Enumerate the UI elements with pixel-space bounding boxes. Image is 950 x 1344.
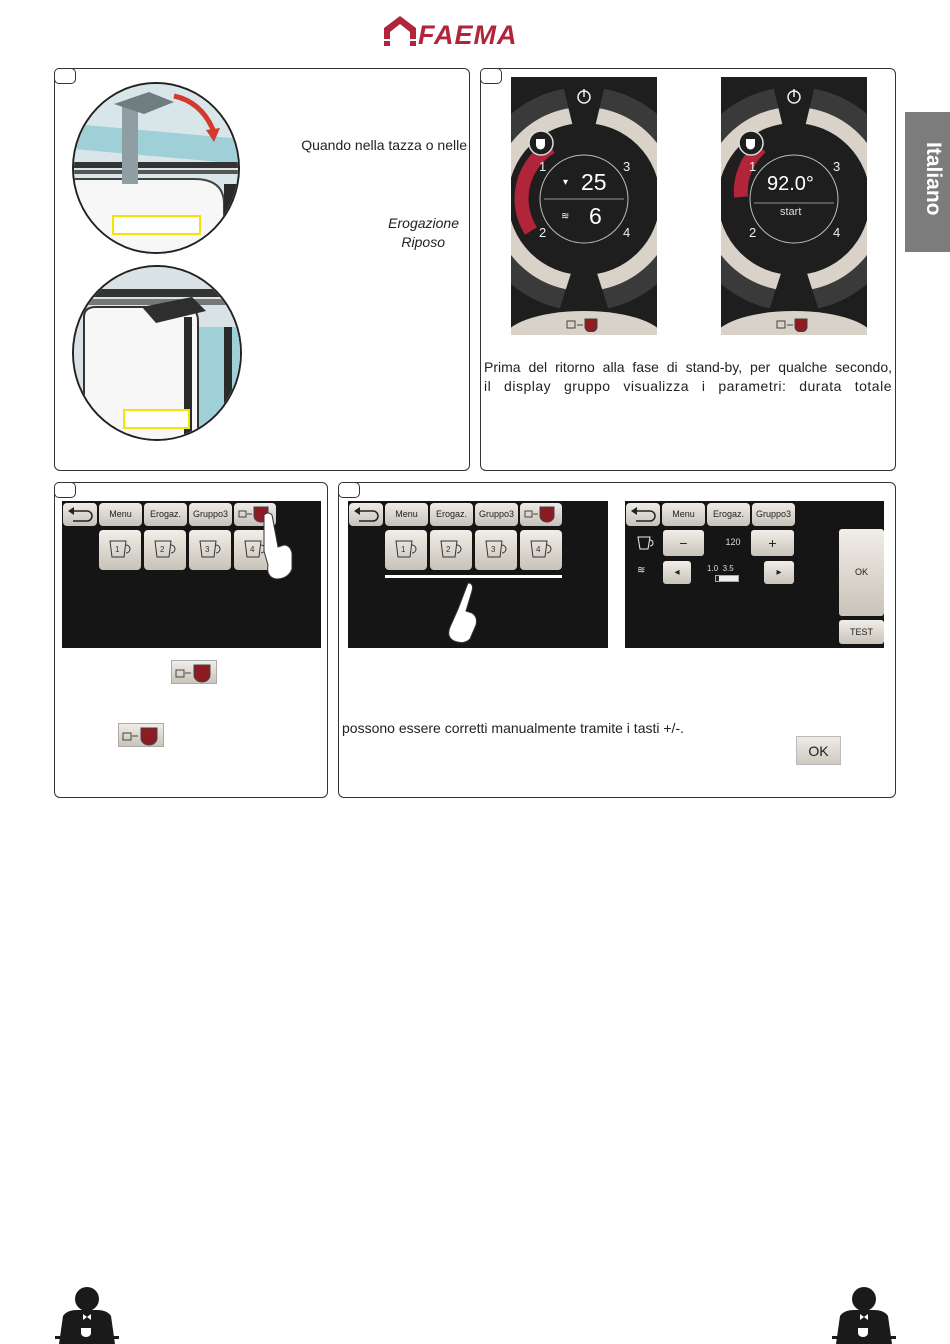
panel4-caption: possono essere corretti manualmente tramite i tasti +/-.: [342, 720, 684, 736]
logo-house-icon: [382, 14, 418, 48]
panel-step-3: [54, 482, 328, 798]
panel2-caption-line2: il display gruppo visualizza i parametri: durata totale: [484, 378, 892, 394]
range-bar: [715, 575, 739, 582]
step-number-box: [338, 482, 360, 498]
language-tab-label: Italiano: [922, 142, 945, 216]
brand-name: FAEMA: [418, 20, 518, 50]
pointing-hand-icon: [258, 511, 298, 581]
decrease-button[interactable]: −: [663, 530, 704, 556]
back-button[interactable]: [626, 503, 660, 526]
cup-number: 2: [160, 545, 165, 554]
group-display-dosing: [511, 77, 657, 335]
dose-value: 120: [725, 537, 741, 547]
cup-number: 4: [536, 545, 541, 554]
panel-step-4: [338, 482, 896, 798]
cup-icon: [637, 535, 655, 551]
portafilter-icon: ▾: [563, 177, 569, 188]
right-arrow-button[interactable]: ▸: [764, 561, 794, 584]
touch-screen-dose-adjust: [625, 501, 884, 648]
dose-switch-icon: [118, 723, 164, 747]
cup-number: 4: [250, 545, 255, 554]
dial-number-2: 2: [749, 225, 757, 240]
menu-tab[interactable]: Menu: [385, 503, 428, 526]
erogaz-tab[interactable]: Erogaz.: [144, 503, 187, 526]
left-arrow-button[interactable]: ◂: [663, 561, 691, 584]
panel1-text: Quando nella tazza o nelle: [301, 137, 467, 153]
touch-screen-group-selection: [62, 501, 321, 648]
swipe-line: [385, 575, 562, 578]
back-arrow-icon: [626, 503, 660, 526]
gruppo-tab[interactable]: Gruppo3: [189, 503, 232, 526]
gruppo-tab[interactable]: Gruppo3: [752, 503, 795, 526]
test-button[interactable]: TEST: [839, 620, 884, 644]
back-arrow-icon: [63, 503, 97, 526]
cup-button-3[interactable]: [189, 530, 231, 570]
range-label: 1.0 3.5: [707, 564, 734, 573]
dose-switch-icon: [776, 318, 812, 332]
step-number-box: [54, 482, 76, 498]
cup-button-2[interactable]: [144, 530, 186, 570]
cup-button-1[interactable]: [385, 530, 427, 570]
cup-number: 3: [491, 545, 496, 554]
barista-icon-right: [832, 1286, 896, 1344]
panel-step-2: [480, 68, 896, 471]
step-number-box: [480, 68, 502, 84]
cup-number: 1: [115, 545, 120, 554]
highlight-label-top: [112, 215, 201, 235]
dose-setting-tab[interactable]: [520, 503, 562, 526]
riposo-label: Riposo: [401, 234, 445, 250]
language-tab: [905, 112, 950, 252]
faema-logo: [382, 14, 568, 50]
cup-number: 3: [205, 545, 210, 554]
cup-button-4[interactable]: [520, 530, 562, 570]
barista-icon-left: [55, 1286, 119, 1344]
cups-icon: ≋: [561, 211, 570, 222]
touch-screen-dose-select: [348, 501, 608, 648]
ok-button-legend: OK: [796, 736, 841, 765]
erogaz-tab[interactable]: Erogaz.: [430, 503, 473, 526]
cup-button-1[interactable]: [99, 530, 141, 570]
cup-number: 1: [401, 545, 406, 554]
menu-tab[interactable]: Menu: [99, 503, 142, 526]
menu-tab[interactable]: Menu: [662, 503, 705, 526]
group-display-temperature: [721, 77, 867, 335]
cup-number: 2: [446, 545, 451, 554]
panel2-caption-line1: Prima del ritorno alla fase di stand-by, per qualche secondo,: [484, 359, 892, 375]
step-number-box: [54, 68, 76, 84]
dial-number-1: 1: [539, 159, 547, 174]
back-button[interactable]: [63, 503, 97, 526]
cup-button-2[interactable]: [430, 530, 472, 570]
panel-step-1: [54, 68, 470, 471]
dose-switch-icon: [566, 318, 602, 332]
highlight-label-bottom: [123, 409, 190, 429]
cups-icon: ≋: [637, 565, 646, 576]
dial-number-3: 3: [833, 159, 841, 174]
erogaz-tab[interactable]: Erogaz.: [707, 503, 750, 526]
gruppo-tab[interactable]: Gruppo3: [475, 503, 518, 526]
dial-number-4: 4: [833, 225, 841, 240]
cup-button-3[interactable]: [475, 530, 517, 570]
back-button[interactable]: [349, 503, 383, 526]
temperature-value: 92.0°: [767, 173, 814, 195]
erogazione-label: Erogazione: [388, 215, 459, 231]
dose-switch-icon: [520, 503, 562, 526]
ok-button[interactable]: OK: [839, 529, 884, 616]
start-label: start: [780, 206, 802, 218]
pointing-hand-icon: [444, 581, 480, 645]
dose-switch-icon: [171, 660, 217, 684]
dial-number-4: 4: [623, 225, 631, 240]
dose-time-value: 25: [581, 169, 607, 195]
back-arrow-icon: [349, 503, 383, 526]
dial-number-2: 2: [539, 225, 547, 240]
increase-button[interactable]: +: [751, 530, 794, 556]
dial-number-3: 3: [623, 159, 631, 174]
dial-number-1: 1: [749, 159, 757, 174]
dose-volume-value: 6: [589, 203, 602, 229]
